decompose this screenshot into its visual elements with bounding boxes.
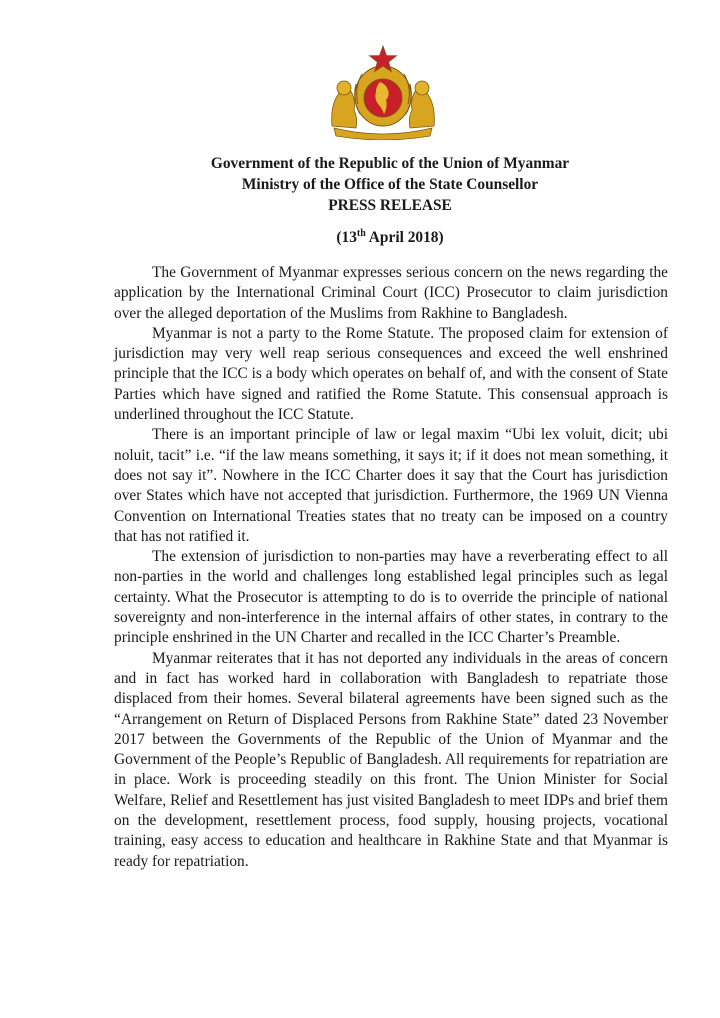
header-government: Government of the Republic of the Union of Myanmar xyxy=(210,155,570,172)
document-header xyxy=(0,153,720,216)
emblem-right-lion-head xyxy=(415,81,429,95)
paragraph-5: Myanmar reiterates that it has not deported any individuals in the areas of concern and in fact has worked hard in collaboration with Bangladesh to repatriate those displaced from their homes. Several bilateral agreements have been signed such as the “Arrangement on Return of Displaced Persons from Rakhine State” dated 23 November 2017 between the Governments of the Republic of the Union of Myanmar and the Government of the People’s Republic of Bangladesh. All requirements for repatriation are in place. Work is proceeding steadily on this front. The Union Minister for Social Welfare, Relief and Resettlement has just visited Bangladesh to meet IDPs and brief them on the development, resettlement process, food supply, housing projects, vocational training, easy access to education and healthcare in Rakhine State and that Myanmar is ready for repatriation. xyxy=(114,649,668,870)
header-press-release: PRESS RELEASE xyxy=(328,197,452,214)
state-seal-emblem xyxy=(328,44,438,140)
emblem-scroll xyxy=(334,128,432,140)
paragraph-1: The Government of Myanmar expresses serious concern on the news regarding the application by the International Criminal Court (ICC) Prosecutor to claim jurisdiction over the alleged deportation of the Muslims from Rakhine to Bangladesh. xyxy=(114,264,668,322)
paragraph-4: The extension of jurisdiction to non-parties may have a reverberating effect to all non-parties in the world and challenges long established legal principles such as legal certainty. What the Prosecutor is attempting to do is to override the principle of national sovereignty and non-interference in the internal affairs of other states, in contrary to the principle enshrined in the UN Charter and recalled in the ICC Charter’s Preamble. xyxy=(114,548,668,647)
paragraph-2: Myanmar is not a party to the Rome Statute. The proposed claim for extension of jurisdiction may very well reap serious consequences and exceed the well enshrined principle that the ICC is a body which operates on behalf of, and with the consent of State Parties which have signed and ratified the Rome Statute. This consensual approach is underlined throughout the ICC Statute. xyxy=(114,324,668,424)
date-month-year: April 2018) xyxy=(365,229,444,246)
emblem-left-lion-head xyxy=(337,81,351,95)
date-day: (13 xyxy=(336,229,357,246)
release-date xyxy=(0,227,720,248)
document-body xyxy=(114,263,668,872)
date-suffix: th xyxy=(356,227,366,239)
header-ministry: Ministry of the Office of the State Counsellor xyxy=(241,176,539,193)
paragraph-3: There is an important principle of law or legal maxim “Ubi lex voluit, dicit; ubi noluit, tacit” i.e. “if the law means something, it says it; if it does not mean something, it does not say it”. Nowhere in the ICC Charter does it say that the Court has jurisdiction over States which have not accepted that jurisdiction. Furthermore, the 1969 UN Vienna Convention on International Treaties states that no treaty can be imposed on a country that has not ratified it. xyxy=(114,426,668,545)
